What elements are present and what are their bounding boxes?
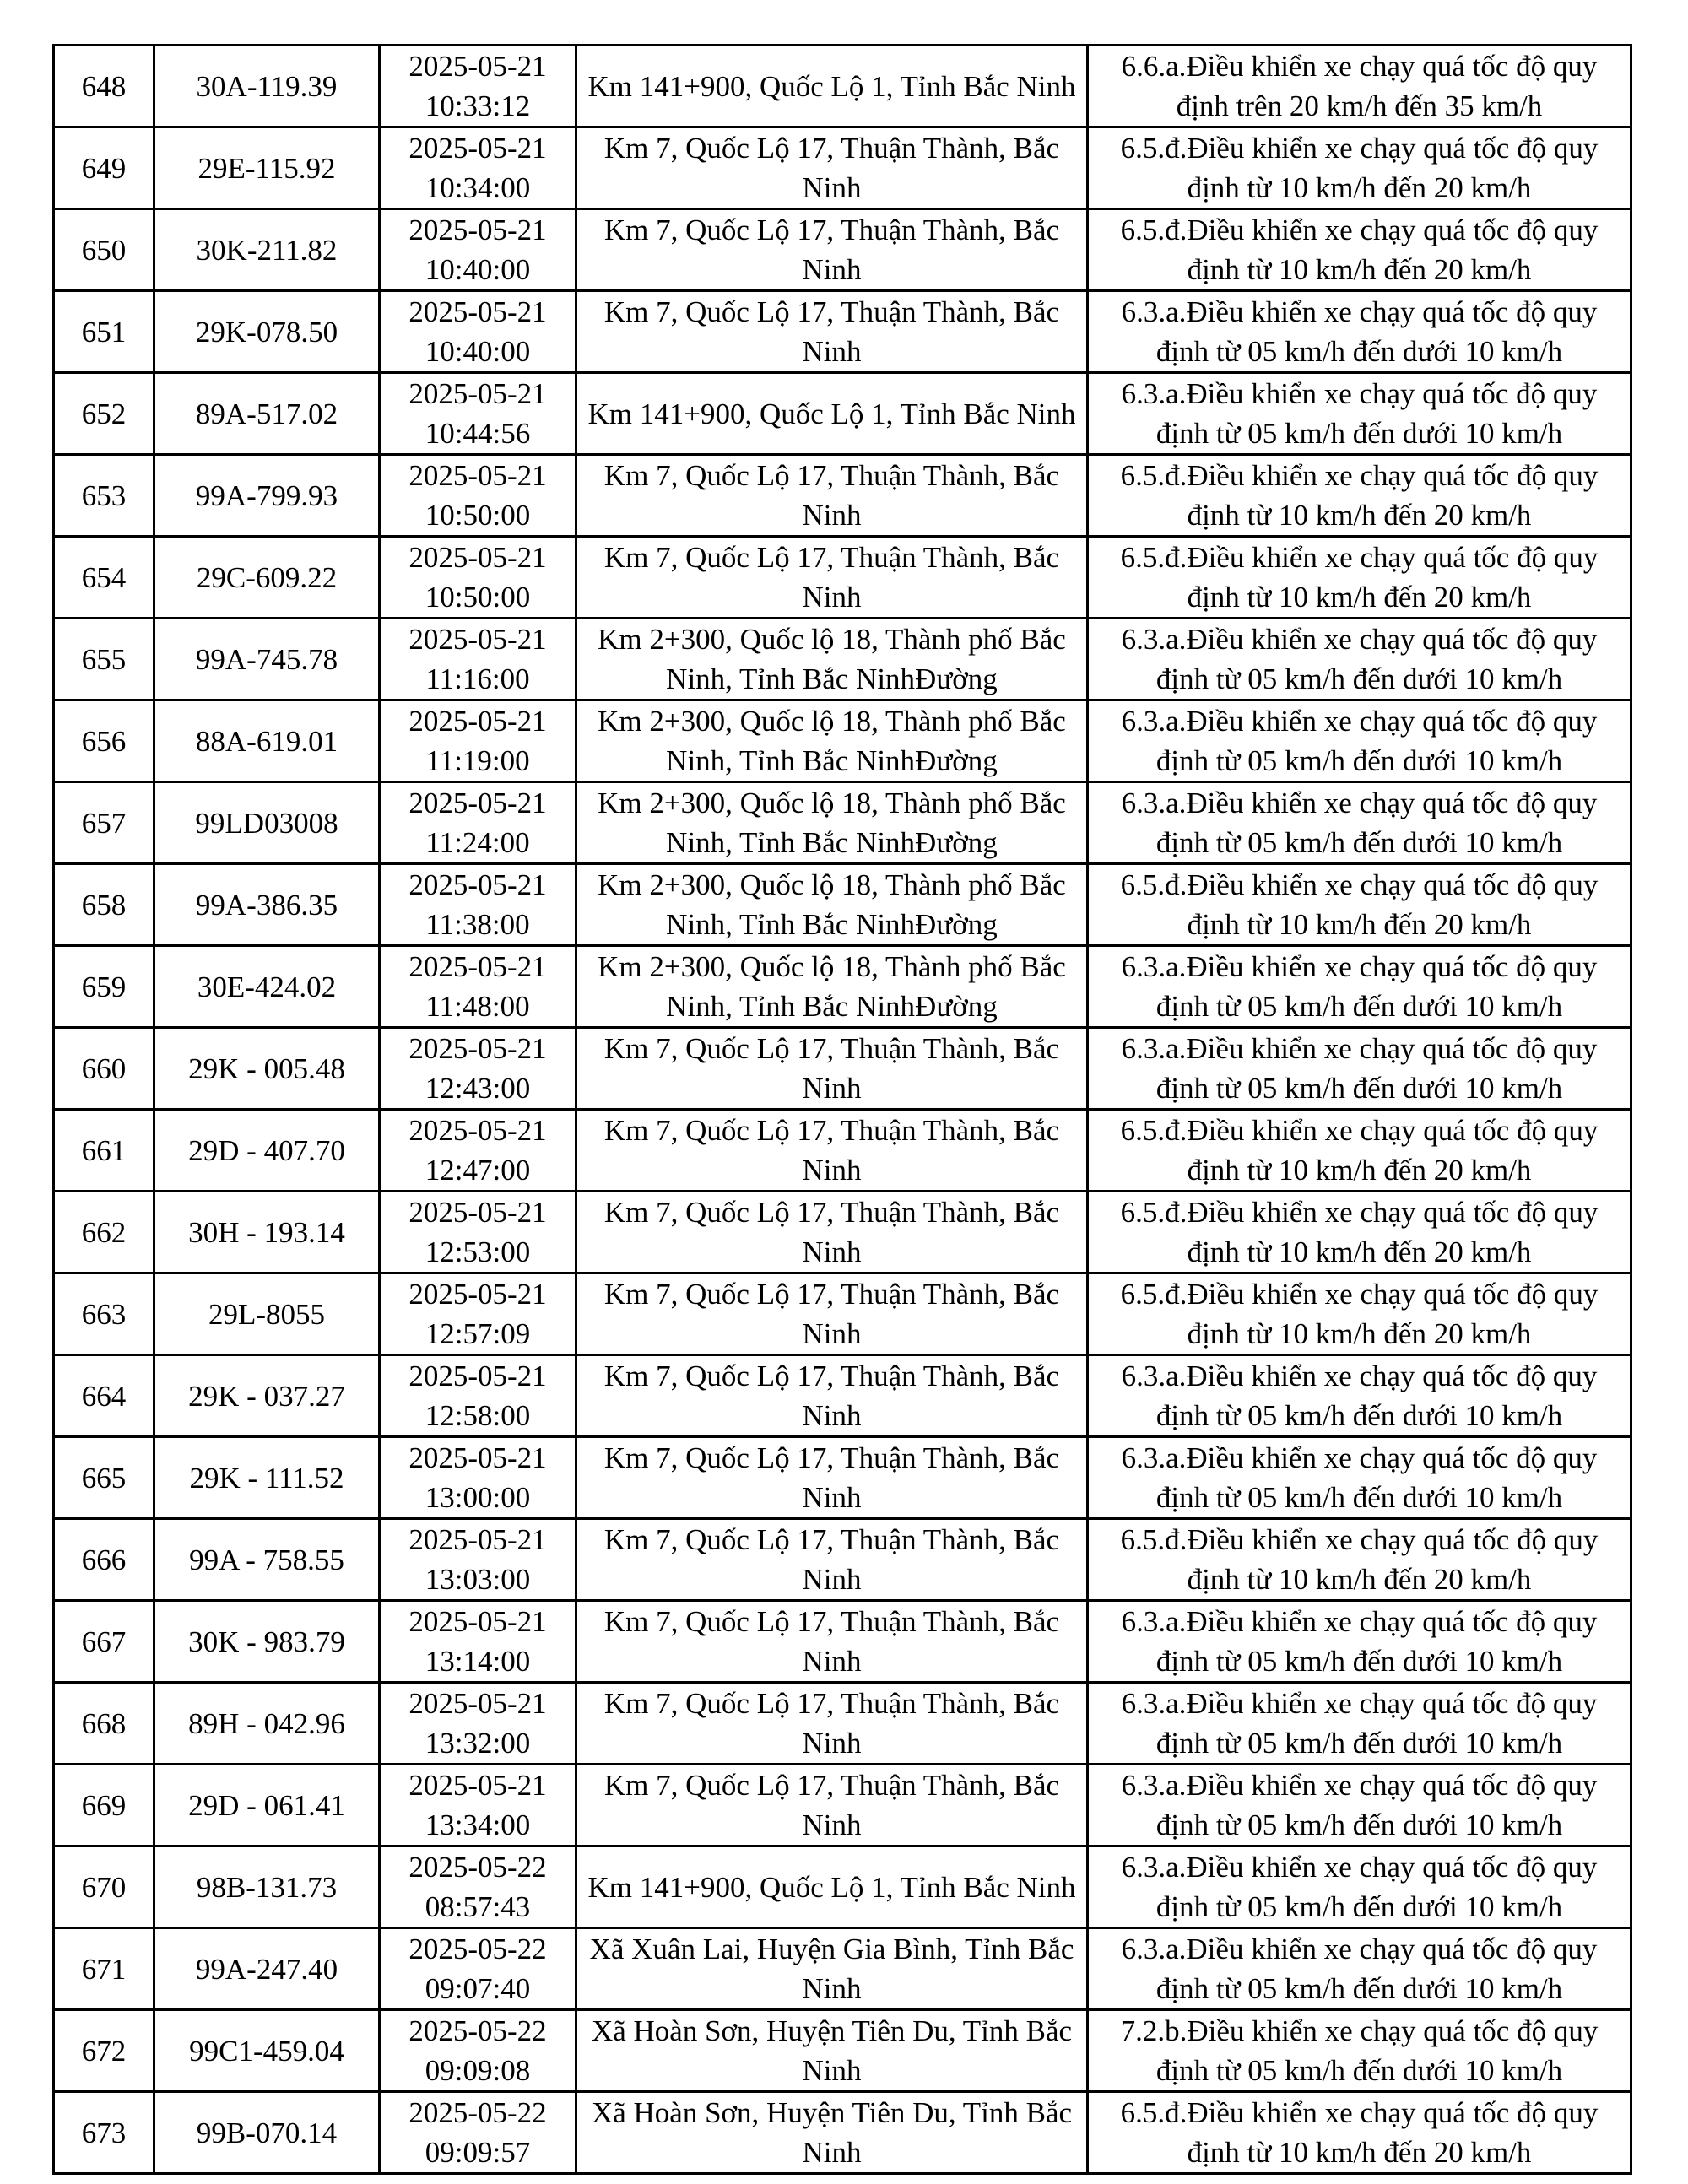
violations-table <box>52 44 1632 2175</box>
row-number-cell: 672 <box>54 2010 154 2092</box>
violation-time: 11:19:00 <box>425 744 530 777</box>
table-row <box>54 2010 1631 2092</box>
plate-number-cell: 99A-745.78 <box>154 619 380 700</box>
plate-number-cell: 99LD03008 <box>154 782 380 864</box>
violation-time: 12:53:00 <box>425 1235 531 1268</box>
timestamp-cell <box>380 782 576 864</box>
violation-date: 2025-05-21 <box>408 214 547 246</box>
row-number-cell: 664 <box>54 1355 154 1437</box>
table-row <box>54 46 1631 127</box>
violation-cell: 6.6.a.Điều khiển xe chạy quá tốc độ quy định trên 20 km/h đến 35 km/h <box>1088 46 1631 127</box>
row-number-cell: 661 <box>54 1110 154 1192</box>
violation-cell: 6.5.đ.Điều khiển xe chạy quá tốc độ quy định từ 10 km/h đến 20 km/h <box>1088 1273 1631 1355</box>
location-cell: Km 7, Quốc Lộ 17, Thuận Thành, Bắc Ninh <box>576 1355 1088 1437</box>
timestamp-cell <box>380 1765 576 1846</box>
violation-cell: 6.3.a.Điều khiển xe chạy quá tốc độ quy định từ 05 km/h đến dưới 10 km/h <box>1088 619 1631 700</box>
violation-cell: 6.3.a.Điều khiển xe chạy quá tốc độ quy định từ 05 km/h đến dưới 10 km/h <box>1088 782 1631 864</box>
table-row <box>54 946 1631 1028</box>
location-cell: Km 2+300, Quốc lộ 18, Thành phố Bắc Ninh, Tỉnh Bắc NinhĐường <box>576 700 1088 782</box>
table-row <box>54 1355 1631 1437</box>
timestamp-cell <box>380 373 576 455</box>
timestamp-cell <box>380 619 576 700</box>
violation-date: 2025-05-21 <box>408 1687 547 1720</box>
violation-time: 11:38:00 <box>425 908 530 941</box>
violation-time: 08:57:43 <box>425 1890 531 1923</box>
table-row <box>54 127 1631 209</box>
violation-date: 2025-05-22 <box>408 2014 547 2047</box>
timestamp-cell <box>380 1355 576 1437</box>
timestamp-cell <box>380 1273 576 1355</box>
violation-date: 2025-05-21 <box>408 459 547 492</box>
violation-cell: 6.5.đ.Điều khiển xe chạy quá tốc độ quy định từ 10 km/h đến 20 km/h <box>1088 2092 1631 2174</box>
plate-number-cell: 30H - 193.14 <box>154 1192 380 1273</box>
violation-time: 10:33:12 <box>425 89 531 122</box>
violation-cell: 6.3.a.Điều khiển xe chạy quá tốc độ quy định từ 05 km/h đến dưới 10 km/h <box>1088 1028 1631 1110</box>
row-number-cell: 653 <box>54 455 154 537</box>
violation-date: 2025-05-21 <box>408 295 547 328</box>
table-row <box>54 1683 1631 1765</box>
row-number-cell: 667 <box>54 1601 154 1683</box>
table-row <box>54 537 1631 619</box>
row-number-cell: 651 <box>54 291 154 373</box>
plate-number-cell: 29K - 005.48 <box>154 1028 380 1110</box>
violation-cell: 6.3.a.Điều khiển xe chạy quá tốc độ quy định từ 05 km/h đến dưới 10 km/h <box>1088 1683 1631 1765</box>
row-number-cell: 669 <box>54 1765 154 1846</box>
violation-date: 2025-05-22 <box>408 1851 547 1884</box>
row-number-cell: 665 <box>54 1437 154 1519</box>
row-number-cell: 650 <box>54 209 154 291</box>
location-cell: Km 2+300, Quốc lộ 18, Thành phố Bắc Ninh, Tỉnh Bắc NinhĐường <box>576 864 1088 946</box>
violation-cell: 6.5.đ.Điều khiển xe chạy quá tốc độ quy định từ 10 km/h đến 20 km/h <box>1088 537 1631 619</box>
timestamp-cell <box>380 1846 576 1928</box>
violation-cell: 6.5.đ.Điều khiển xe chạy quá tốc độ quy định từ 10 km/h đến 20 km/h <box>1088 209 1631 291</box>
violation-cell: 6.3.a.Điều khiển xe chạy quá tốc độ quy định từ 05 km/h đến dưới 10 km/h <box>1088 1355 1631 1437</box>
timestamp-cell <box>380 1928 576 2010</box>
table-row <box>54 455 1631 537</box>
row-number-cell: 657 <box>54 782 154 864</box>
violation-date: 2025-05-21 <box>408 787 547 819</box>
location-cell: Xã Hoàn Sơn, Huyện Tiên Du, Tỉnh Bắc Ninh <box>576 2092 1088 2174</box>
plate-number-cell: 99A-386.35 <box>154 864 380 946</box>
timestamp-cell <box>380 1192 576 1273</box>
violation-time: 09:09:08 <box>425 2054 531 2087</box>
violation-time: 11:16:00 <box>425 662 530 695</box>
row-number-cell: 649 <box>54 127 154 209</box>
plate-number-cell: 29D - 407.70 <box>154 1110 380 1192</box>
timestamp-cell <box>380 291 576 373</box>
violation-date: 2025-05-22 <box>408 2096 547 2129</box>
violation-time: 12:58:00 <box>425 1399 531 1432</box>
timestamp-cell <box>380 864 576 946</box>
timestamp-cell <box>380 127 576 209</box>
violation-date: 2025-05-21 <box>408 1278 547 1311</box>
location-cell: Km 7, Quốc Lộ 17, Thuận Thành, Bắc Ninh <box>576 537 1088 619</box>
violation-time: 10:44:56 <box>425 417 531 450</box>
row-number-cell: 662 <box>54 1192 154 1273</box>
timestamp-cell <box>380 1601 576 1683</box>
plate-number-cell: 30A-119.39 <box>154 46 380 127</box>
row-number-cell: 666 <box>54 1519 154 1601</box>
location-cell: Km 7, Quốc Lộ 17, Thuận Thành, Bắc Ninh <box>576 1192 1088 1273</box>
location-cell: Km 7, Quốc Lộ 17, Thuận Thành, Bắc Ninh <box>576 1683 1088 1765</box>
location-cell: Km 7, Quốc Lộ 17, Thuận Thành, Bắc Ninh <box>576 209 1088 291</box>
table-row <box>54 1192 1631 1273</box>
row-number-cell: 660 <box>54 1028 154 1110</box>
violation-cell: 6.3.a.Điều khiển xe chạy quá tốc độ quy định từ 05 km/h đến dưới 10 km/h <box>1088 1846 1631 1928</box>
violation-time: 12:47:00 <box>425 1154 531 1187</box>
table-row <box>54 1519 1631 1601</box>
location-cell: Km 7, Quốc Lộ 17, Thuận Thành, Bắc Ninh <box>576 1601 1088 1683</box>
location-cell: Km 7, Quốc Lộ 17, Thuận Thành, Bắc Ninh <box>576 1765 1088 1846</box>
location-cell: Km 2+300, Quốc lộ 18, Thành phố Bắc Ninh, Tỉnh Bắc NinhĐường <box>576 619 1088 700</box>
violation-time: 13:34:00 <box>425 1808 531 1841</box>
table-row <box>54 619 1631 700</box>
table-row <box>54 291 1631 373</box>
plate-number-cell: 98B-131.73 <box>154 1846 380 1928</box>
table-row <box>54 1928 1631 2010</box>
violation-time: 09:07:40 <box>425 1972 531 2005</box>
plate-number-cell: 99C1-459.04 <box>154 2010 380 2092</box>
table-row <box>54 2092 1631 2174</box>
timestamp-cell <box>380 46 576 127</box>
row-number-cell: 659 <box>54 946 154 1028</box>
plate-number-cell: 30K-211.82 <box>154 209 380 291</box>
violation-cell: 6.3.a.Điều khiển xe chạy quá tốc độ quy định từ 05 km/h đến dưới 10 km/h <box>1088 1437 1631 1519</box>
table-row <box>54 1601 1631 1683</box>
location-cell: Xã Xuân Lai, Huyện Gia Bình, Tỉnh Bắc Ninh <box>576 1928 1088 2010</box>
location-cell: Km 7, Quốc Lộ 17, Thuận Thành, Bắc Ninh <box>576 1028 1088 1110</box>
plate-number-cell: 99A - 758.55 <box>154 1519 380 1601</box>
row-number-cell: 673 <box>54 2092 154 2174</box>
timestamp-cell <box>380 1519 576 1601</box>
row-number-cell: 648 <box>54 46 154 127</box>
violation-date: 2025-05-21 <box>408 1769 547 1802</box>
violation-date: 2025-05-21 <box>408 1605 547 1638</box>
violation-cell: 6.3.a.Điều khiển xe chạy quá tốc độ quy định từ 05 km/h đến dưới 10 km/h <box>1088 1765 1631 1846</box>
table-row <box>54 1273 1631 1355</box>
row-number-cell: 670 <box>54 1846 154 1928</box>
plate-number-cell: 99A-247.40 <box>154 1928 380 2010</box>
violation-date: 2025-05-21 <box>408 1523 547 1556</box>
violation-time: 10:50:00 <box>425 499 531 532</box>
violation-time: 11:48:00 <box>425 990 530 1023</box>
violation-date: 2025-05-21 <box>408 868 547 901</box>
timestamp-cell <box>380 946 576 1028</box>
violation-date: 2025-05-21 <box>408 1032 547 1065</box>
plate-number-cell: 30K - 983.79 <box>154 1601 380 1683</box>
violation-time: 09:09:57 <box>425 2136 531 2169</box>
row-number-cell: 658 <box>54 864 154 946</box>
violation-cell: 6.3.a.Điều khiển xe chạy quá tốc độ quy định từ 05 km/h đến dưới 10 km/h <box>1088 1601 1631 1683</box>
violation-cell: 6.5.đ.Điều khiển xe chạy quá tốc độ quy định từ 10 km/h đến 20 km/h <box>1088 1519 1631 1601</box>
location-cell: Km 2+300, Quốc lộ 18, Thành phố Bắc Ninh, Tỉnh Bắc NinhĐường <box>576 946 1088 1028</box>
violation-time: 13:32:00 <box>425 1727 531 1760</box>
violation-cell: 6.5.đ.Điều khiển xe chạy quá tốc độ quy định từ 10 km/h đến 20 km/h <box>1088 127 1631 209</box>
plate-number-cell: 29L-8055 <box>154 1273 380 1355</box>
plate-number-cell: 99A-799.93 <box>154 455 380 537</box>
timestamp-cell <box>380 1028 576 1110</box>
location-cell: Km 7, Quốc Lộ 17, Thuận Thành, Bắc Ninh <box>576 127 1088 209</box>
violation-date: 2025-05-21 <box>408 1114 547 1147</box>
location-cell: Km 7, Quốc Lộ 17, Thuận Thành, Bắc Ninh <box>576 291 1088 373</box>
plate-number-cell: 30E-424.02 <box>154 946 380 1028</box>
plate-number-cell: 29C-609.22 <box>154 537 380 619</box>
location-cell: Xã Hoàn Sơn, Huyện Tiên Du, Tỉnh Bắc Ninh <box>576 2010 1088 2092</box>
violation-date: 2025-05-21 <box>408 705 547 738</box>
violation-time: 11:24:00 <box>425 826 530 859</box>
violation-cell: 6.3.a.Điều khiển xe chạy quá tốc độ quy định từ 05 km/h đến dưới 10 km/h <box>1088 373 1631 455</box>
violation-time: 10:40:00 <box>425 335 531 368</box>
table-row <box>54 373 1631 455</box>
violation-date: 2025-05-21 <box>408 132 547 165</box>
violation-cell: 7.2.b.Điều khiển xe chạy quá tốc độ quy định từ 05 km/h đến dưới 10 km/h <box>1088 2010 1631 2092</box>
row-number-cell: 671 <box>54 1928 154 2010</box>
violation-date: 2025-05-21 <box>408 1196 547 1229</box>
location-cell: Km 141+900, Quốc Lộ 1, Tỉnh Bắc Ninh <box>576 373 1088 455</box>
row-number-cell: 654 <box>54 537 154 619</box>
location-cell: Km 141+900, Quốc Lộ 1, Tỉnh Bắc Ninh <box>576 1846 1088 1928</box>
timestamp-cell <box>380 1110 576 1192</box>
timestamp-cell <box>380 700 576 782</box>
plate-number-cell: 89H - 042.96 <box>154 1683 380 1765</box>
table-row <box>54 1437 1631 1519</box>
violation-time: 12:43:00 <box>425 1072 531 1105</box>
violation-time: 10:40:00 <box>425 253 531 286</box>
timestamp-cell <box>380 1683 576 1765</box>
location-cell: Km 7, Quốc Lộ 17, Thuận Thành, Bắc Ninh <box>576 1437 1088 1519</box>
violation-date: 2025-05-21 <box>408 1360 547 1392</box>
table-row <box>54 1028 1631 1110</box>
plate-number-cell: 29K - 111.52 <box>154 1437 380 1519</box>
table-row <box>54 1110 1631 1192</box>
plate-number-cell: 29K - 037.27 <box>154 1355 380 1437</box>
violation-cell: 6.3.a.Điều khiển xe chạy quá tốc độ quy định từ 05 km/h đến dưới 10 km/h <box>1088 946 1631 1028</box>
plate-number-cell: 29D - 061.41 <box>154 1765 380 1846</box>
timestamp-cell <box>380 209 576 291</box>
plate-number-cell: 29E-115.92 <box>154 127 380 209</box>
plate-number-cell: 29K-078.50 <box>154 291 380 373</box>
table-row <box>54 700 1631 782</box>
violation-time: 10:50:00 <box>425 581 531 614</box>
violation-cell: 6.5.đ.Điều khiển xe chạy quá tốc độ quy định từ 10 km/h đến 20 km/h <box>1088 1192 1631 1273</box>
location-cell: Km 7, Quốc Lộ 17, Thuận Thành, Bắc Ninh <box>576 1110 1088 1192</box>
plate-number-cell: 89A-517.02 <box>154 373 380 455</box>
row-number-cell: 656 <box>54 700 154 782</box>
row-number-cell: 652 <box>54 373 154 455</box>
violation-cell: 6.5.đ.Điều khiển xe chạy quá tốc độ quy định từ 10 km/h đến 20 km/h <box>1088 455 1631 537</box>
violation-date: 2025-05-22 <box>408 1933 547 1965</box>
violation-cell: 6.3.a.Điều khiển xe chạy quá tốc độ quy định từ 05 km/h đến dưới 10 km/h <box>1088 291 1631 373</box>
violation-cell: 6.3.a.Điều khiển xe chạy quá tốc độ quy định từ 05 km/h đến dưới 10 km/h <box>1088 700 1631 782</box>
violation-date: 2025-05-21 <box>408 950 547 983</box>
violation-time: 10:34:00 <box>425 171 531 204</box>
violations-table-body <box>54 46 1631 2174</box>
location-cell: Km 2+300, Quốc lộ 18, Thành phố Bắc Ninh, Tỉnh Bắc NinhĐường <box>576 782 1088 864</box>
row-number-cell: 663 <box>54 1273 154 1355</box>
timestamp-cell <box>380 1437 576 1519</box>
location-cell: Km 7, Quốc Lộ 17, Thuận Thành, Bắc Ninh <box>576 455 1088 537</box>
table-row <box>54 209 1631 291</box>
violation-time: 12:57:09 <box>425 1317 531 1350</box>
table-row <box>54 864 1631 946</box>
row-number-cell: 655 <box>54 619 154 700</box>
timestamp-cell <box>380 2010 576 2092</box>
violation-date: 2025-05-21 <box>408 541 547 574</box>
row-number-cell: 668 <box>54 1683 154 1765</box>
violation-date: 2025-05-21 <box>408 50 547 83</box>
plate-number-cell: 88A-619.01 <box>154 700 380 782</box>
table-row <box>54 782 1631 864</box>
violation-time: 13:00:00 <box>425 1481 531 1514</box>
violation-cell: 6.5.đ.Điều khiển xe chạy quá tốc độ quy định từ 10 km/h đến 20 km/h <box>1088 864 1631 946</box>
plate-number-cell: 99B-070.14 <box>154 2092 380 2174</box>
violation-date: 2025-05-21 <box>408 1441 547 1474</box>
violation-date: 2025-05-21 <box>408 377 547 410</box>
timestamp-cell <box>380 455 576 537</box>
location-cell: Km 7, Quốc Lộ 17, Thuận Thành, Bắc Ninh <box>576 1519 1088 1601</box>
table-row <box>54 1765 1631 1846</box>
location-cell: Km 141+900, Quốc Lộ 1, Tỉnh Bắc Ninh <box>576 46 1088 127</box>
violation-cell: 6.3.a.Điều khiển xe chạy quá tốc độ quy định từ 05 km/h đến dưới 10 km/h <box>1088 1928 1631 2010</box>
table-row <box>54 1846 1631 1928</box>
violation-time: 13:14:00 <box>425 1645 531 1678</box>
timestamp-cell <box>380 2092 576 2174</box>
violation-cell: 6.5.đ.Điều khiển xe chạy quá tốc độ quy định từ 10 km/h đến 20 km/h <box>1088 1110 1631 1192</box>
timestamp-cell <box>380 537 576 619</box>
violation-date: 2025-05-21 <box>408 623 547 656</box>
violation-time: 13:03:00 <box>425 1563 531 1596</box>
location-cell: Km 7, Quốc Lộ 17, Thuận Thành, Bắc Ninh <box>576 1273 1088 1355</box>
